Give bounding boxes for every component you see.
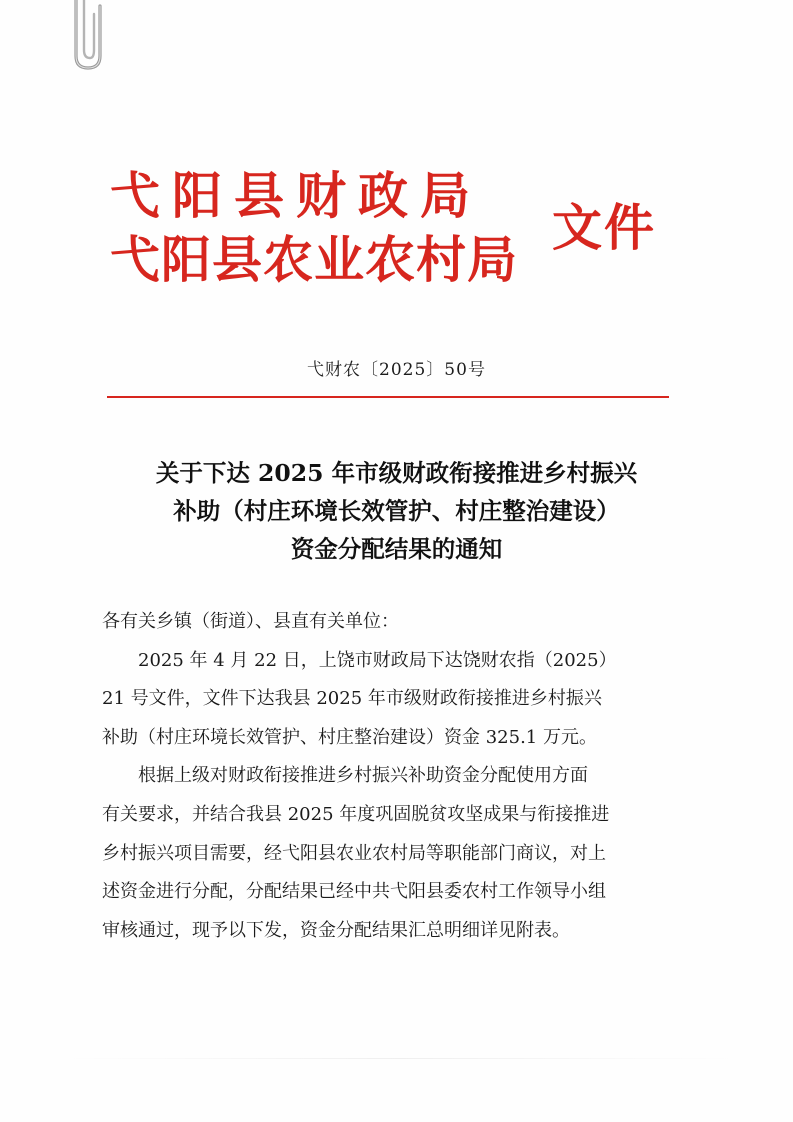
paragraph-line: 乡村振兴项目需要，经弋阳县农业农村局等职能部门商议，对上 [102, 842, 606, 864]
paper-clip-icon [62, 0, 112, 72]
document-body [102, 603, 692, 950]
red-header [100, 160, 700, 310]
document-title [0, 454, 793, 568]
paragraph-line: 述资金进行分配，分配结果已经中共弋阳县委农村工作领导小组 [102, 881, 606, 903]
document-number: 弋财农〔2025〕50号 [307, 360, 486, 380]
title-line: 关于下达 2025 年市级财政衔接推进乡村振兴 [155, 459, 638, 487]
paragraph-line: 有关要求，并结合我县 2025 年度巩固脱贫攻坚成果与衔接推进 [102, 803, 610, 825]
paragraph-line: 补助（村庄环境长效管护、村庄整治建设）资金 325.1 万元。 [102, 726, 597, 748]
red-divider [107, 396, 669, 398]
issuer-finance-bureau: 弋阳县财政局 [110, 167, 482, 225]
title-line: 补助（村庄环境长效管护、村庄整治建设） [173, 497, 620, 525]
title-line: 资金分配结果的通知 [290, 535, 503, 563]
scan-shadow [60, 1058, 740, 1059]
paragraph-line: 审核通过，现予以下发，资金分配结果汇总明细详见附表。 [102, 919, 570, 941]
paragraph-line: 根据上级对财政衔接推进乡村振兴补助资金分配使用方面 [138, 765, 588, 787]
paragraph-line: 21 号文件，文件下达我县 2025 年市级财政衔接推进乡村振兴 [102, 688, 602, 710]
issuer-agriculture-bureau: 弋阳县农业农村局 [110, 231, 518, 289]
salutation: 各有关乡镇（街道）、县直有关单位： [102, 611, 399, 632]
doc-type-label: 文件 [552, 199, 656, 257]
paragraph-line: 2025 年 4 月 22 日，上饶市财政局下达饶财农指（2025） [138, 649, 617, 671]
